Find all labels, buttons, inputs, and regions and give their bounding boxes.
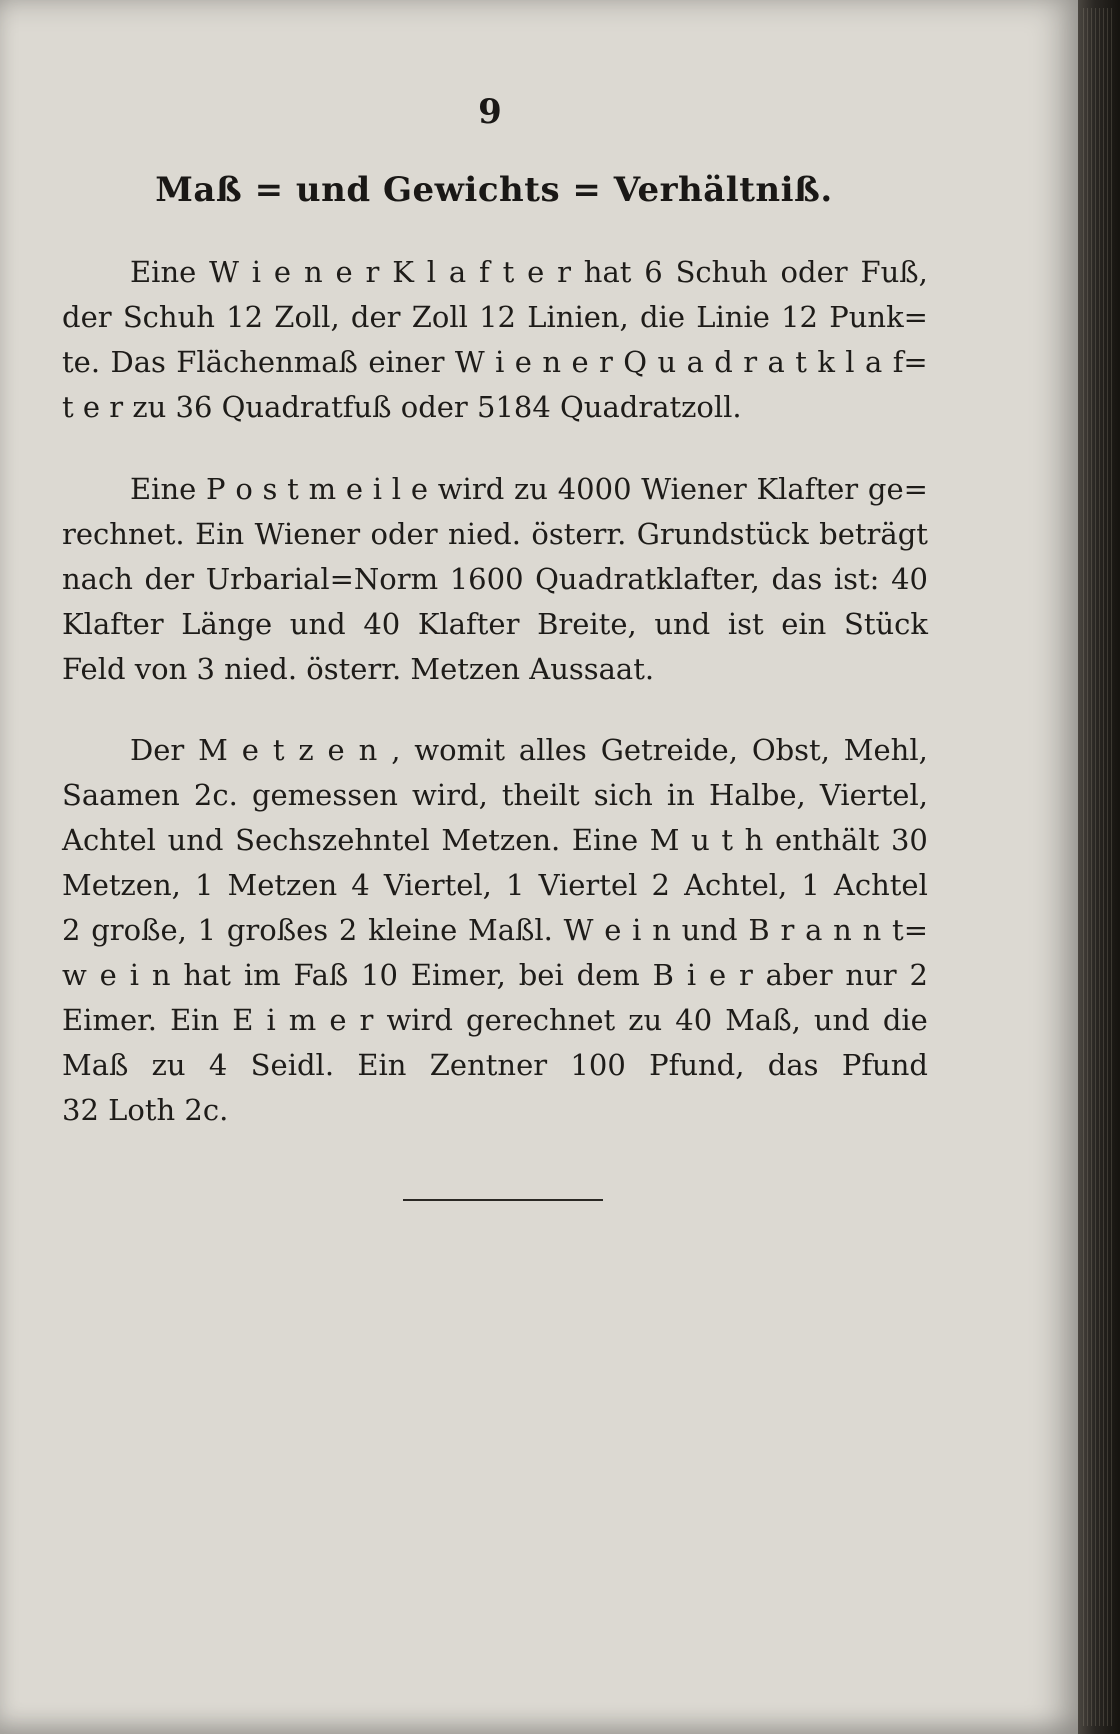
text-line: 32 Loth 2c. [62, 1093, 229, 1127]
text-line: Maß zu 4 Seidl. Ein Zentner 100 Pfund, das Pfund [62, 1048, 928, 1082]
text-line: 2 große, 1 großes 2 kleine Maßl. W e i n und B r a n n t= [62, 913, 928, 947]
paragraph-klafter [62, 250, 928, 430]
text-line: Eine P o s t m e i l e wird zu 4000 Wiener Klafter ge= [130, 472, 928, 506]
text-line: w e i n hat im Faß 10 Eimer, bei dem B i e r aber nur 2 [62, 958, 928, 992]
text-line: der Schuh 12 Zoll, der Zoll 12 Linien, die Linie 12 Punk= [62, 300, 928, 334]
text-line: Feld von 3 nied. österr. Metzen Aussaat. [62, 652, 655, 686]
paragraph-postmeile [62, 467, 928, 692]
paragraph-metzen [62, 728, 928, 1133]
text-line: Eimer. Ein E i m e r wird gerechnet zu 40 Maß, und die [62, 1003, 928, 1037]
text-line: Eine W i e n e r K l a f t e r hat 6 Schuh oder Fuß, [130, 255, 928, 289]
text-line: Klafter Länge und 40 Klafter Breite, und ist ein Stück [62, 607, 928, 641]
text-line: Der M e t z e n , womit alles Getreide, Obst, Mehl, [130, 733, 928, 767]
text-line: Metzen, 1 Metzen 4 Viertel, 1 Viertel 2 Achtel, 1 Achtel [62, 868, 928, 902]
text-line: te. Das Flächenmaß einer W i e n e r Q u a d r a t k l a f= [62, 345, 928, 379]
text-line: Saamen 2c. gemessen wird, theilt sich in Halbe, Viertel, [62, 778, 928, 812]
page-stack-edge [1083, 8, 1113, 1726]
text-line: rechnet. Ein Wiener oder nied. österr. Grundstück beträgt [62, 517, 928, 551]
end-rule [403, 1199, 603, 1201]
text-line: t e r zu 36 Quadratfuß oder 5184 Quadratzoll. [62, 390, 742, 424]
page-number: 9 [478, 92, 502, 132]
section-heading: Maß = und Gewichts = Verhältniß. [155, 170, 833, 210]
text-line: nach der Urbarial=Norm 1600 Quadratklafter, das ist: 40 [62, 562, 928, 596]
text-line: Achtel und Sechszehntel Metzen. Eine M u t h enthält 30 [62, 823, 928, 857]
